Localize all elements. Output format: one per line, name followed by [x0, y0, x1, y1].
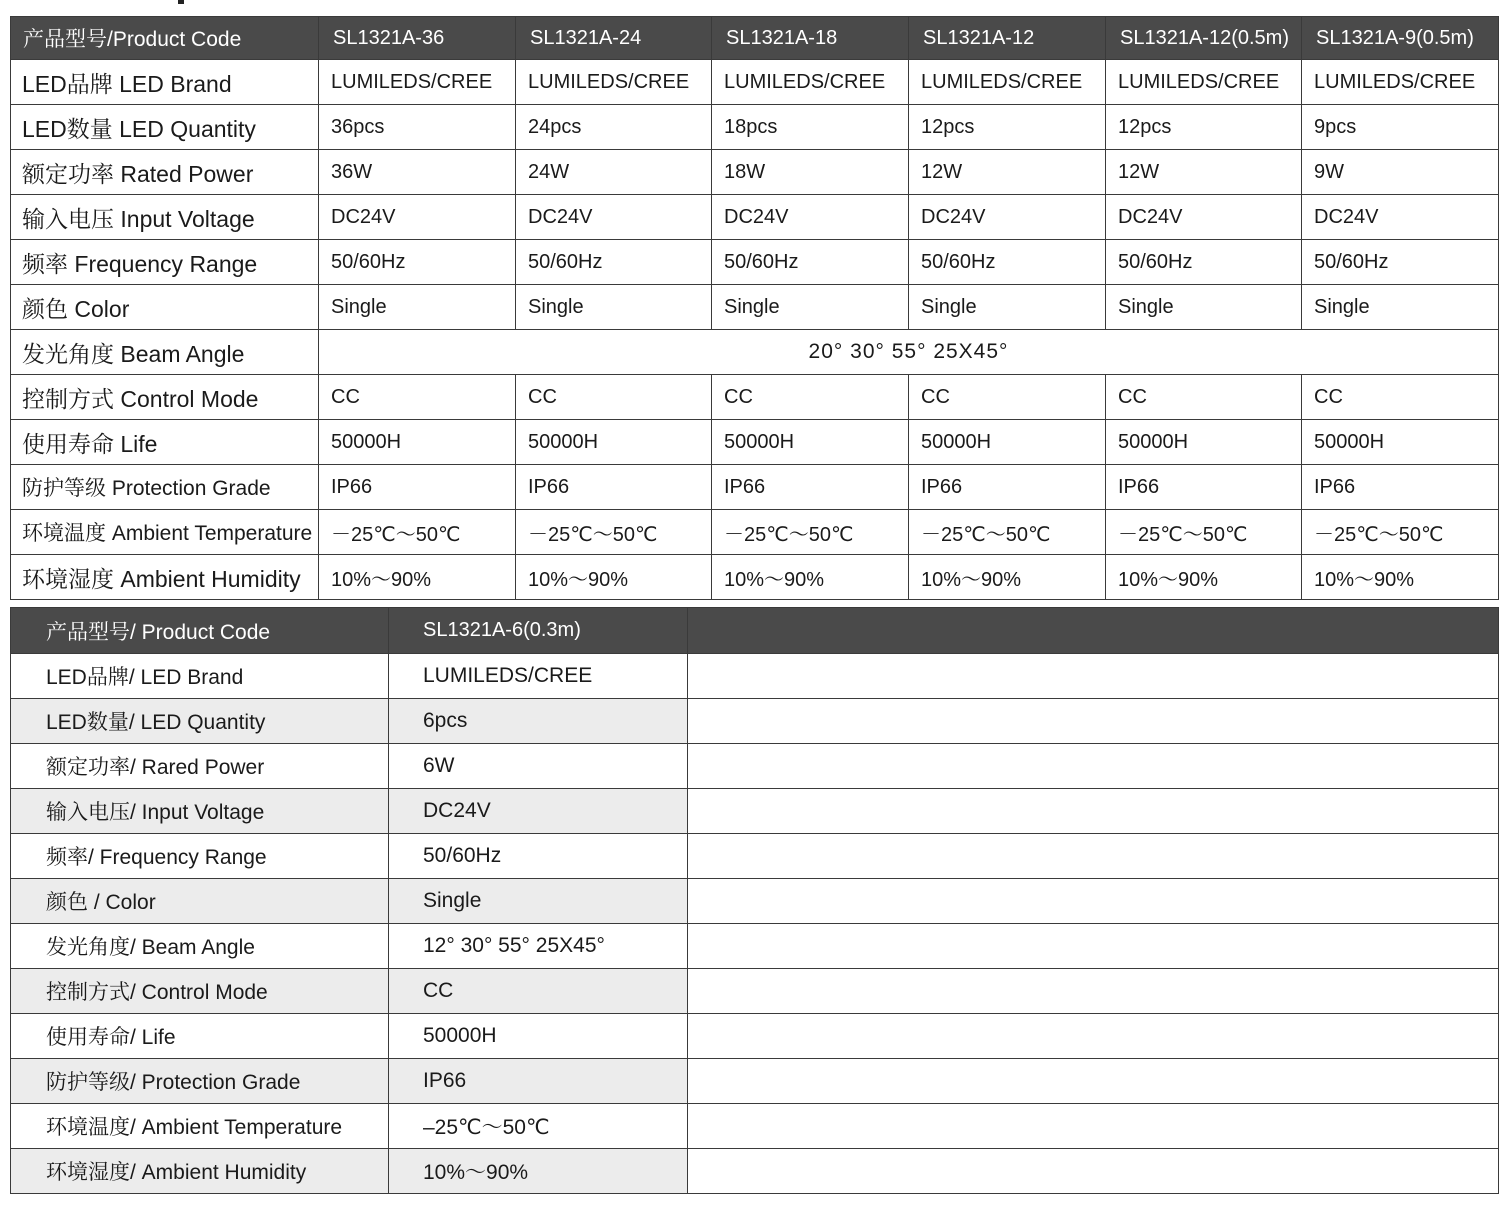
spec-value: 12W [909, 150, 1106, 195]
spec-label: 环境温度/ Ambient Temperature [11, 1104, 389, 1149]
spec-label: 额定功率/ Rared Power [11, 744, 389, 789]
spec-value: CC [712, 375, 909, 420]
spec-value: DC24V [389, 789, 688, 834]
spec-label: LED数量/ LED Quantity [11, 699, 389, 744]
spec-label: 频率/ Frequency Range [11, 834, 389, 879]
spec-value: 10%～90% [389, 1149, 688, 1194]
spec-value: CC [319, 375, 516, 420]
product-code: SL1321A-6(0.3m) [389, 608, 688, 654]
spec-value: DC24V [1106, 195, 1302, 240]
spec-value: Single [516, 285, 712, 330]
spec-value: －25℃～50℃ [1302, 510, 1499, 555]
spec-value: 18pcs [712, 105, 909, 150]
header-row [11, 17, 1499, 60]
spec-value: IP66 [1106, 465, 1302, 510]
spec-value: DC24V [319, 195, 516, 240]
spec-label: 控制方式 Control Mode [11, 375, 319, 420]
spec-value: 50000H [319, 420, 516, 465]
empty-cell [688, 969, 1499, 1014]
table-row [11, 1104, 1499, 1149]
spec-value: LUMILEDS/CREE [389, 654, 688, 699]
spec-label: 使用寿命/ Life [11, 1014, 389, 1059]
table-row [11, 150, 1499, 195]
table-row [11, 789, 1499, 834]
spec-value: 50000H [516, 420, 712, 465]
spec-value-merged: 20° 30° 55° 25X45° [319, 330, 1499, 375]
product-code: SL1321A-18 [712, 17, 909, 60]
spec-value: LUMILEDS/CREE [516, 60, 712, 105]
spec-value: 10%～90% [909, 555, 1106, 600]
spec-value: Single [1106, 285, 1302, 330]
spec-label: 输入电压 Input Voltage [11, 195, 319, 240]
spec-value: DC24V [712, 195, 909, 240]
spec-value: 10%～90% [712, 555, 909, 600]
spec-value: －25℃～50℃ [712, 510, 909, 555]
spec-value: 50000H [389, 1014, 688, 1059]
spec-value: IP66 [712, 465, 909, 510]
spec-value: 50000H [712, 420, 909, 465]
spec-value: 50000H [1302, 420, 1499, 465]
spec-value: IP66 [389, 1059, 688, 1104]
empty-cell [688, 699, 1499, 744]
spec-label: 频率 Frequency Range [11, 240, 319, 285]
spec-value: 50/60Hz [389, 834, 688, 879]
spec-label: 使用寿命 Life [11, 420, 319, 465]
spec-label: 发光角度/ Beam Angle [11, 924, 389, 969]
spec-value: 9W [1302, 150, 1499, 195]
spec-value: 10%～90% [1302, 555, 1499, 600]
spec-value: 6pcs [389, 699, 688, 744]
spec-value: 12pcs [909, 105, 1106, 150]
spec-value: Single [712, 285, 909, 330]
spec-label: 输入电压/ Input Voltage [11, 789, 389, 834]
spec-label: 颜色 / Color [11, 879, 389, 924]
table-row [11, 420, 1499, 465]
spec-value: 6W [389, 744, 688, 789]
spec-label: 颜色 Color [11, 285, 319, 330]
spec-value: 24W [516, 150, 712, 195]
spec-label: LED品牌 LED Brand [11, 60, 319, 105]
spec-value: 50/60Hz [319, 240, 516, 285]
spec-value: 36W [319, 150, 516, 195]
empty-cell [688, 924, 1499, 969]
table-row [11, 240, 1499, 285]
spec-label: 环境湿度 Ambient Humidity [11, 555, 319, 600]
spec-value: 36pcs [319, 105, 516, 150]
spec-value: –25℃～50℃ [389, 1104, 688, 1149]
table-row [11, 699, 1499, 744]
spec-value: 50/60Hz [1106, 240, 1302, 285]
product-code: SL1321A-9(0.5m) [1302, 17, 1499, 60]
spec-value: IP66 [1302, 465, 1499, 510]
spec-value: 10%～90% [1106, 555, 1302, 600]
spec-value: Single [389, 879, 688, 924]
table-row [11, 60, 1499, 105]
spec-value: IP66 [909, 465, 1106, 510]
table-row [11, 1014, 1499, 1059]
spec-label: LED数量 LED Quantity [11, 105, 319, 150]
table-row [11, 105, 1499, 150]
table-row [11, 744, 1499, 789]
spec-value: 50/60Hz [712, 240, 909, 285]
spec-value: CC [1106, 375, 1302, 420]
spec-value: LUMILEDS/CREE [712, 60, 909, 105]
spec-value: 12pcs [1106, 105, 1302, 150]
spec-value: IP66 [319, 465, 516, 510]
header-row [11, 608, 1499, 654]
empty-cell [688, 744, 1499, 789]
spec-value: －25℃～50℃ [319, 510, 516, 555]
table-row [11, 375, 1499, 420]
spec-value: CC [516, 375, 712, 420]
header-blank [688, 608, 1499, 654]
table-row [11, 969, 1499, 1014]
spec-label: 环境温度 Ambient Temperature [11, 510, 319, 555]
spec-value: CC [389, 969, 688, 1014]
empty-cell [688, 879, 1499, 924]
spec-label: 额定功率 Rated Power [11, 150, 319, 195]
spec-label: 环境湿度/ Ambient Humidity [11, 1149, 389, 1194]
header-label: 产品型号/Product Code [11, 17, 319, 60]
spec-table-main [10, 16, 1499, 600]
empty-cell [688, 1014, 1499, 1059]
spec-value: Single [909, 285, 1106, 330]
spec-value: DC24V [1302, 195, 1499, 240]
spec-value: 9pcs [1302, 105, 1499, 150]
table-row [11, 879, 1499, 924]
spec-value: DC24V [909, 195, 1106, 240]
empty-cell [688, 654, 1499, 699]
heading-fragment [178, 0, 184, 4]
product-code: SL1321A-12 [909, 17, 1106, 60]
table-row [11, 1059, 1499, 1104]
header-label: 产品型号/ Product Code [11, 608, 389, 654]
table-row [11, 834, 1499, 879]
spec-value: 18W [712, 150, 909, 195]
spec-label: 防护等级/ Protection Grade [11, 1059, 389, 1104]
spec-label: 发光角度 Beam Angle [11, 330, 319, 375]
table-row [11, 510, 1499, 555]
spec-value: LUMILEDS/CREE [1106, 60, 1302, 105]
spec-label: 防护等级 Protection Grade [11, 465, 319, 510]
spec-value: 50/60Hz [516, 240, 712, 285]
spec-label: 控制方式/ Control Mode [11, 969, 389, 1014]
top-strip [0, 0, 1507, 14]
spec-value: 12W [1106, 150, 1302, 195]
empty-cell [688, 834, 1499, 879]
empty-cell [688, 1104, 1499, 1149]
empty-cell [688, 789, 1499, 834]
spec-label: LED品牌/ LED Brand [11, 654, 389, 699]
empty-cell [688, 1149, 1499, 1194]
table-row [11, 924, 1499, 969]
spec-value: DC24V [516, 195, 712, 240]
empty-cell [688, 1059, 1499, 1104]
table-row [11, 330, 1499, 375]
spec-value: 50/60Hz [909, 240, 1106, 285]
spec-value: 12° 30° 55° 25X45° [389, 924, 688, 969]
spec-value: 10%～90% [516, 555, 712, 600]
spec-value: －25℃～50℃ [909, 510, 1106, 555]
spec-value: －25℃～50℃ [1106, 510, 1302, 555]
spec-value: 50000H [909, 420, 1106, 465]
spec-value: LUMILEDS/CREE [319, 60, 516, 105]
spec-value: －25℃～50℃ [516, 510, 712, 555]
product-code: SL1321A-24 [516, 17, 712, 60]
spec-value: CC [1302, 375, 1499, 420]
table-row [11, 1149, 1499, 1194]
spec-value: LUMILEDS/CREE [909, 60, 1106, 105]
table-row [11, 654, 1499, 699]
spec-table-secondary [10, 607, 1499, 1194]
spec-value: IP66 [516, 465, 712, 510]
product-code: SL1321A-36 [319, 17, 516, 60]
table-row [11, 465, 1499, 510]
spec-value: 10%～90% [319, 555, 516, 600]
table-row [11, 195, 1499, 240]
spec-value: LUMILEDS/CREE [1302, 60, 1499, 105]
spec-value: 24pcs [516, 105, 712, 150]
product-code: SL1321A-12(0.5m) [1106, 17, 1302, 60]
table-row [11, 285, 1499, 330]
spec-value: CC [909, 375, 1106, 420]
spec-value: Single [319, 285, 516, 330]
table-row [11, 555, 1499, 600]
spec-value: 50000H [1106, 420, 1302, 465]
spec-value: Single [1302, 285, 1499, 330]
spec-value: 50/60Hz [1302, 240, 1499, 285]
